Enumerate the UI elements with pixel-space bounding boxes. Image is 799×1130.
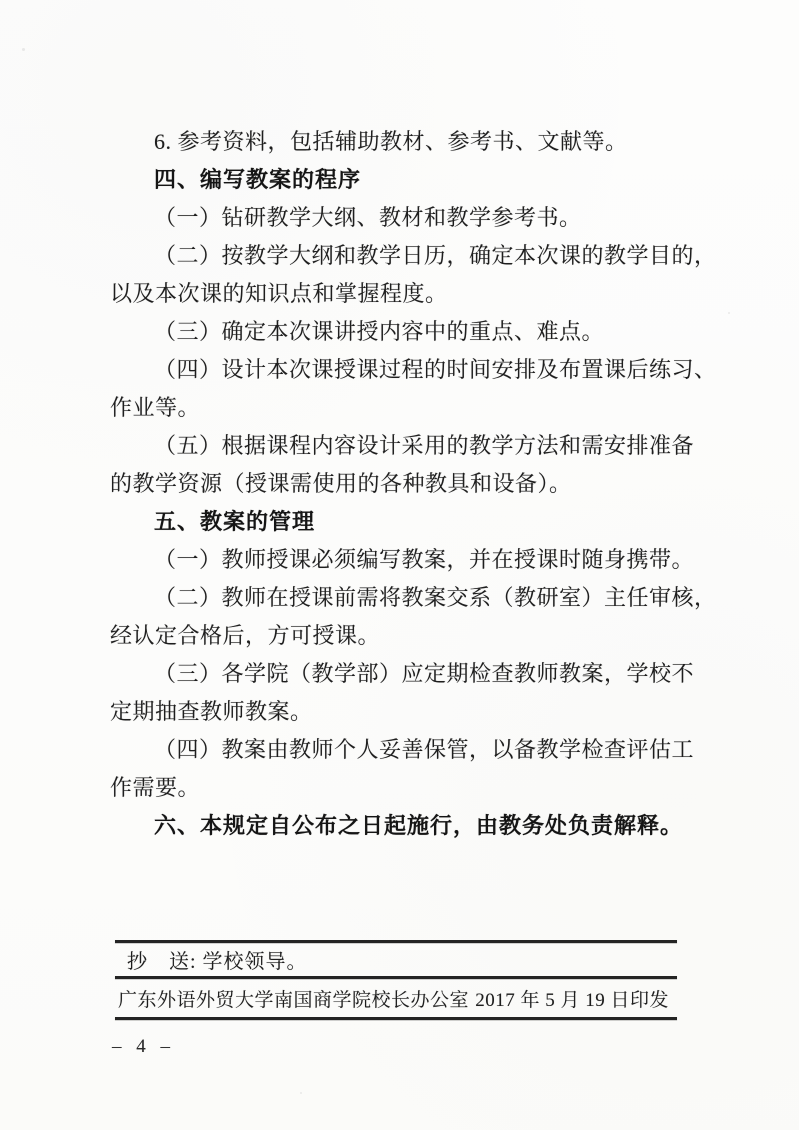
issuer-name: 广东外语外贸大学南国商学院校长办公室	[118, 989, 470, 1011]
document-line: 四、编写教案的程序	[154, 167, 362, 192]
document-line: （五）根据课程内容设计采用的教学方法和需安排准备	[154, 433, 695, 458]
scan-speck	[22, 48, 25, 51]
footer-rule-bottom	[115, 1017, 677, 1020]
page-number: – 4 –	[112, 1036, 175, 1057]
scan-speck	[300, 1092, 302, 1094]
document-line: 经认定合格后，方可授课。	[110, 623, 381, 648]
document-line: 六、本规定自公布之日起施行，由教务处负责解释。	[154, 813, 684, 838]
document-line: 6. 参考资料，包括辅助教材、参考书、文献等。	[154, 129, 628, 154]
scan-speck	[690, 598, 693, 600]
document-line: （三）各学院（教学部）应定期检查教师教案，学校不	[154, 661, 695, 686]
scan-speck	[728, 312, 730, 314]
document-line: （一）钻研教学大纲、教材和教学参考书。	[154, 205, 582, 230]
document-line: （四）教案由教师个人妥善保管，以备教学检查评估工	[154, 737, 695, 762]
document-body	[110, 123, 717, 845]
document-line: （三）确定本次课讲授内容中的重点、难点。	[154, 319, 605, 344]
issuer-row	[115, 979, 677, 1017]
document-line: 作业等。	[110, 395, 201, 420]
document-line: 以及本次课的知识点和掌握程度。	[110, 281, 448, 306]
cc-label: 抄 送: 学校领导。	[127, 951, 308, 973]
document-footer	[115, 940, 677, 1020]
document-line: （四）设计本次课授课过程的时间安排及布置课后练习、	[154, 357, 717, 382]
cc-row	[115, 943, 677, 976]
document-line: 作需要。	[110, 775, 201, 800]
document-line: 的教学资源（授课需使用的各种教具和设备）。	[110, 471, 572, 496]
document-line: （二）教师在授课前需将教案交系（教研室）主任审核，	[154, 585, 717, 610]
print-date: 2017 年 5 月 19 日印发	[475, 989, 669, 1011]
document-line: 定期抽查教师教案。	[110, 699, 313, 724]
document-line: （一）教师授课必须编写教案，并在授课时随身携带。	[154, 547, 695, 572]
document-line: 五、教案的管理	[154, 509, 316, 534]
document-line: （二）按教学大纲和教学日历，确定本次课的教学目的，	[154, 243, 717, 268]
